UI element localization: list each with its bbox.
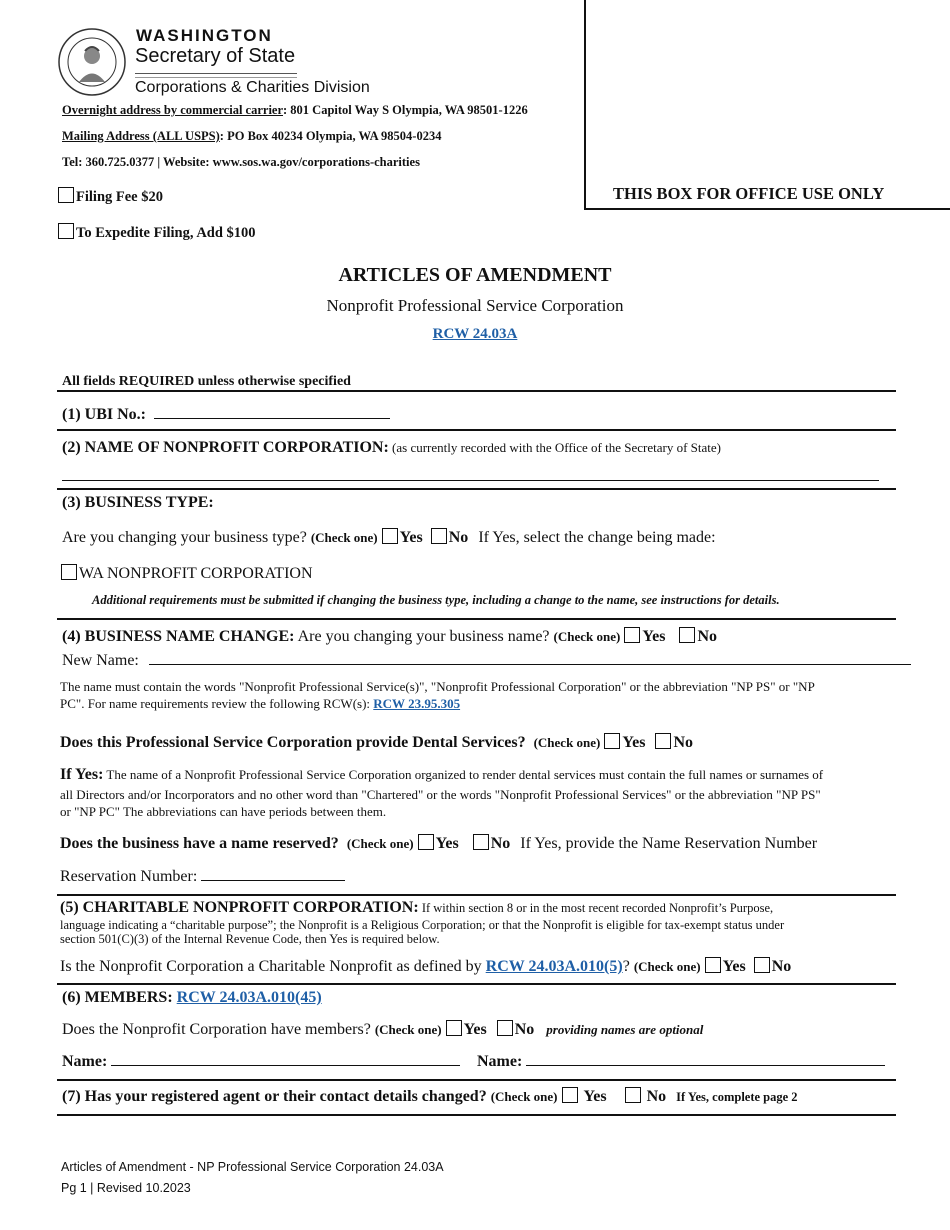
reserved-row (60, 834, 817, 853)
overnight-label: Overnight address by commercial carrier (62, 103, 284, 117)
wa-nonprofit-checkbox[interactable] (61, 564, 77, 580)
ubi-row (62, 405, 390, 424)
agent-question: (7) Has your registered agent or their contact details changed? (62, 1088, 487, 1105)
charitable-heading-row (60, 899, 773, 917)
rcw-24-03a-010-5-link[interactable]: RCW 24.03A.010(5) (485, 958, 623, 975)
members-label: (6) MEMBERS: (62, 989, 173, 1006)
charitable-text-2: language indicating a “charitable purpose”; the Nonprofit is a Religious Corporation; or that the Nonprofit is eligible for tax-exempt status under (60, 918, 785, 932)
business-type-question: Are you changing your business type? (62, 529, 307, 546)
charitable-question-row (60, 957, 791, 976)
filing-fee-label: Filing Fee $20 (76, 189, 163, 205)
no-label: No (490, 835, 511, 852)
check-one-label: (Check one) (374, 1022, 442, 1037)
member-name-label: Name: (62, 1053, 108, 1070)
name-change-yes-checkbox[interactable] (624, 627, 640, 643)
agent-yes-checkbox[interactable] (562, 1087, 578, 1103)
reservation-label: Reservation Number: (60, 868, 198, 885)
footer-page: Pg 1 | Revised 10.2023 (61, 1181, 191, 1195)
rcw-23-95-305-link[interactable]: RCW 23.95.305 (373, 696, 461, 711)
mailing-label: Mailing Address (ALL USPS) (62, 129, 220, 143)
no-label: No (673, 734, 694, 751)
mailing-value: : PO Box 40234 Olympia, WA 98504-0234 (219, 129, 442, 143)
expedite-label: To Expedite Filing, Add $100 (76, 225, 256, 241)
divider (57, 1114, 896, 1116)
division-name: Corporations & Charities Division (135, 79, 370, 96)
contact-line: Tel: 360.725.0377 | Website: www.sos.wa.gov/corporations-charities (62, 155, 420, 169)
agent-row (62, 1087, 798, 1106)
check-one-label: (Check one) (346, 836, 414, 851)
expedite-checkbox[interactable] (58, 223, 74, 239)
dental-text-1 (60, 766, 823, 784)
corp-name-note: (as currently recorded with the Office of the Secretary of State) (388, 440, 721, 455)
new-name-input[interactable] (149, 651, 911, 665)
business-type-no-checkbox[interactable] (431, 528, 447, 544)
member-name-label: Name: (477, 1053, 523, 1070)
member-name-input[interactable] (111, 1052, 460, 1066)
charitable-text-3: section 501(C)(3) of the Internal Revenue Code, then Yes is required below. (60, 932, 440, 946)
business-type-after: If Yes, select the change being made: (478, 529, 716, 546)
overnight-address (62, 103, 528, 118)
name-requirements-text: PC". For name requirements review the following RCW(s): (60, 696, 374, 711)
dental-yes-checkbox[interactable] (604, 733, 620, 749)
dental-no-checkbox[interactable] (655, 733, 671, 749)
divider (57, 488, 896, 490)
expedite-row (58, 223, 256, 242)
title-rcw-link-wrap (0, 326, 950, 343)
charitable-qmark: ? (622, 958, 630, 975)
members-optional-note: providing names are optional (546, 1022, 704, 1037)
divider (57, 390, 896, 392)
corp-name-input[interactable] (62, 480, 879, 481)
charitable-label: (5) CHARITABLE NONPROFIT CORPORATION: (60, 899, 419, 916)
business-type-question-row (62, 528, 716, 547)
dental-text-3: or "NP PC" The abbreviations can have periods between them. (60, 804, 387, 819)
corp-name-heading (62, 439, 721, 457)
divider (57, 894, 896, 896)
if-yes-label: If Yes: (60, 766, 104, 783)
members-question-row (62, 1020, 703, 1039)
mailing-address (62, 129, 441, 144)
name-change-question: Are you changing your business name? (294, 628, 550, 645)
check-one-label: (Check one) (533, 735, 601, 750)
logo-divider (135, 73, 297, 74)
member-name-row-1 (62, 1052, 460, 1071)
name-change-no-checkbox[interactable] (679, 627, 695, 643)
reservation-input[interactable] (201, 867, 345, 881)
divider (57, 618, 896, 620)
agent-after: If Yes, complete page 2 (676, 1090, 798, 1104)
rcw-24-03a-010-45-link[interactable]: RCW 24.03A.010(45) (176, 989, 322, 1006)
form-subtitle: Nonprofit Professional Service Corporation (326, 296, 624, 315)
office-use-label: THIS BOX FOR OFFICE USE ONLY (613, 184, 885, 203)
dental-text-2: all Directors and/or Incorporators and no other word than "Chartered" or the words "Nonprofit Professional Services" or the abbreviation "NP PS" (60, 787, 821, 802)
check-one-label: (Check one) (553, 629, 621, 644)
business-type-heading: (3) BUSINESS TYPE: (62, 494, 214, 511)
members-no-checkbox[interactable] (497, 1020, 513, 1036)
divider (57, 429, 896, 431)
yes-label: Yes (583, 1088, 607, 1105)
yes-label: Yes (435, 835, 459, 852)
agent-no-checkbox[interactable] (625, 1087, 641, 1103)
members-heading (62, 989, 322, 1007)
dental-question: Does this Professional Service Corporation provide Dental Services? (60, 734, 526, 751)
yes-label: Yes (722, 958, 746, 975)
footer-doc-name: Articles of Amendment - NP Professional Service Corporation 24.03A (61, 1160, 444, 1174)
form-title: ARTICLES OF AMENDMENT (338, 264, 612, 286)
check-one-label: (Check one) (490, 1089, 558, 1104)
ubi-label: (1) UBI No.: (62, 406, 146, 423)
state-name: WASHINGTON (136, 26, 273, 45)
yes-label: Yes (399, 529, 423, 546)
name-requirements-1: The name must contain the words "Nonprofit Professional Service(s)", "Nonprofit Professional Corporation" or the abbreviation "NP PS" or "NP (60, 679, 815, 694)
divider (57, 1079, 896, 1081)
ubi-input[interactable] (154, 405, 390, 419)
reserved-no-checkbox[interactable] (473, 834, 489, 850)
no-label: No (514, 1021, 535, 1038)
check-one-label: (Check one) (310, 530, 378, 545)
divider (57, 983, 896, 985)
no-label: No (771, 958, 792, 975)
member-name-row-2 (477, 1052, 885, 1071)
wa-nonprofit-label: WA NONPROFIT CORPORATION (79, 565, 313, 582)
charitable-text-1: If within section 8 or in the most recent recorded Nonprofit’s Purpose, (418, 901, 774, 915)
reserved-yes-checkbox[interactable] (418, 834, 434, 850)
charitable-no-checkbox[interactable] (754, 957, 770, 973)
reservation-row (60, 867, 345, 886)
dental-row (60, 733, 693, 752)
member-name-input[interactable] (526, 1052, 885, 1066)
office-name: Secretary of State (135, 45, 296, 67)
overnight-value: : 801 Capitol Way S Olympia, WA 98501-1226 (283, 103, 528, 117)
dental-text-1-body: The name of a Nonprofit Professional Service Corporation organized to render dental services must contain the full names or surnames of (103, 767, 824, 782)
filing-fee-checkbox[interactable] (58, 187, 74, 203)
name-change-row (62, 627, 717, 646)
no-label: No (646, 1088, 667, 1105)
no-label: No (448, 529, 469, 546)
business-type-yes-checkbox[interactable] (382, 528, 398, 544)
charitable-question: Is the Nonprofit Corporation a Charitable Nonprofit as defined by (60, 958, 486, 975)
name-requirements-2 (60, 696, 460, 712)
business-type-note: Additional requirements must be submitted if changing the business type, including a change to the name, see instructions for details. (92, 593, 780, 607)
charitable-yes-checkbox[interactable] (705, 957, 721, 973)
new-name-label: New Name: (62, 652, 139, 669)
members-yes-checkbox[interactable] (446, 1020, 462, 1036)
check-one-label: (Check one) (633, 959, 701, 974)
yes-label: Yes (642, 628, 666, 645)
corp-name-label: (2) NAME OF NONPROFIT CORPORATION: (62, 439, 389, 456)
filing-fee-row (58, 187, 163, 206)
wa-nonprofit-row (61, 564, 313, 583)
title-rcw-link[interactable]: RCW 24.03A (432, 326, 518, 342)
reserved-after: If Yes, provide the Name Reservation Number (520, 835, 818, 852)
yes-label: Yes (622, 734, 646, 751)
new-name-row (62, 651, 911, 670)
reserved-question: Does the business have a name reserved? (60, 835, 339, 852)
logo-divider-2 (135, 77, 297, 78)
office-use-box (584, 0, 950, 210)
no-label: No (697, 628, 717, 645)
name-change-label: (4) BUSINESS NAME CHANGE: (62, 628, 295, 645)
members-question: Does the Nonprofit Corporation have members? (62, 1021, 371, 1038)
required-note: All fields REQUIRED unless otherwise specified (62, 374, 351, 389)
yes-label: Yes (463, 1021, 487, 1038)
state-seal (57, 27, 127, 97)
